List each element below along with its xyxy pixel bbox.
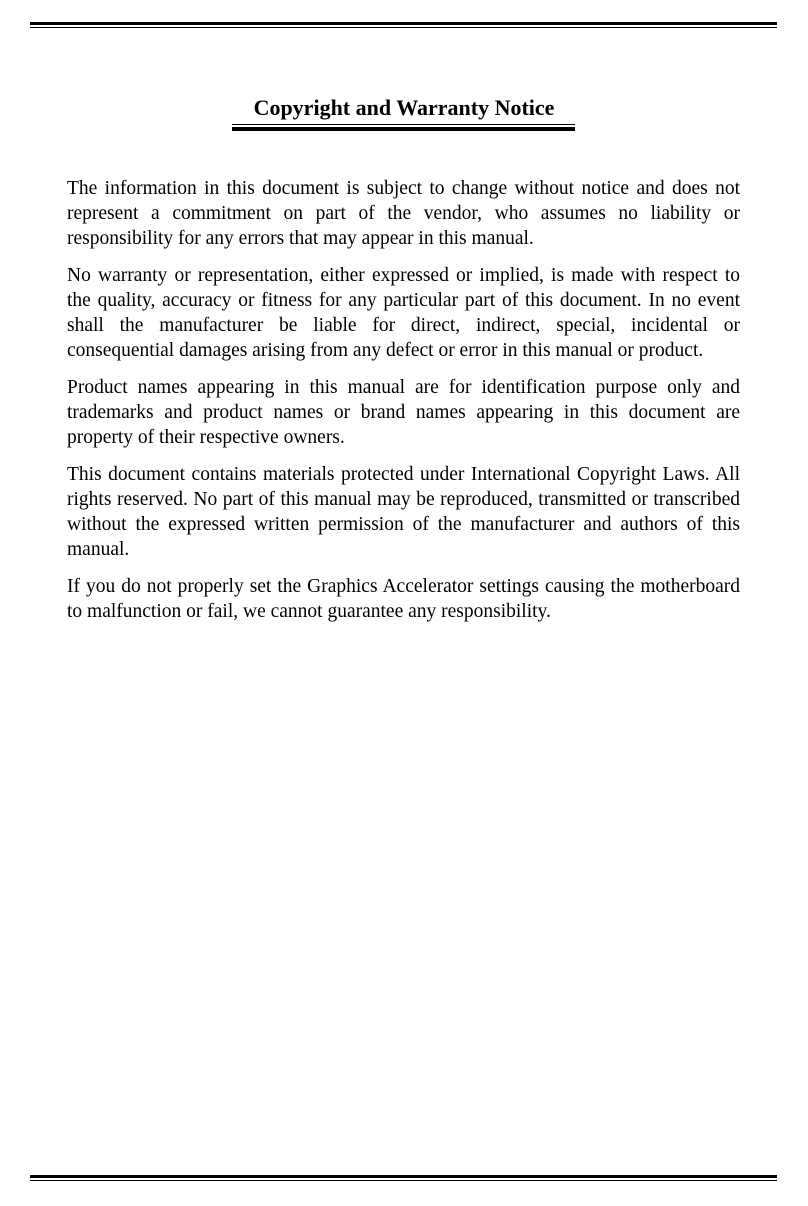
bottom-rule-thick-line — [30, 1175, 777, 1178]
paragraph-trademarks: Product names appearing in this manual are for identification purpose only and trademarks and product names or brand names appearing in this document are property of their respective owners. — [67, 377, 740, 448]
title-container — [0, 94, 808, 122]
paragraph-copyright: This document contains materials protected under International Copyright Laws. All rights reserved. No part of this manual may be reproduced, transmitted or transcribed without the expressed written permission of the manufacturer and authors of this manual. — [67, 464, 740, 560]
title-underline — [232, 124, 575, 134]
title-underline-thin — [232, 124, 575, 125]
notice-body — [67, 176, 740, 636]
paragraph-graphics-settings: If you do not properly set the Graphics Accelerator settings causing the motherboard to malfunction or fail, we cannot guarantee any responsibility. — [67, 576, 740, 622]
bottom-rule-thin-line — [30, 1180, 777, 1181]
paragraph-no-warranty: No warranty or representation, either expressed or implied, is made with respect to the quality, accuracy or fitness for any particular part of this document. In no event shall the manufacturer be liable for direct, indirect, special, incidental or consequential damages arising from any defect or error in this manual or product. — [67, 265, 740, 361]
title-underline-thick — [232, 127, 575, 131]
top-rule-thin-line — [30, 27, 777, 28]
bottom-footer-rule — [30, 1175, 777, 1183]
top-rule-thick-line — [30, 22, 777, 25]
paragraph-change-notice: The information in this document is subject to change without notice and does not represent a commitment on part of the vendor, who assumes no liability or responsibility for any errors that may appear in this manual. — [67, 178, 740, 249]
page-title: Copyright and Warranty Notice — [253, 95, 555, 120]
top-header-rule — [30, 22, 777, 30]
